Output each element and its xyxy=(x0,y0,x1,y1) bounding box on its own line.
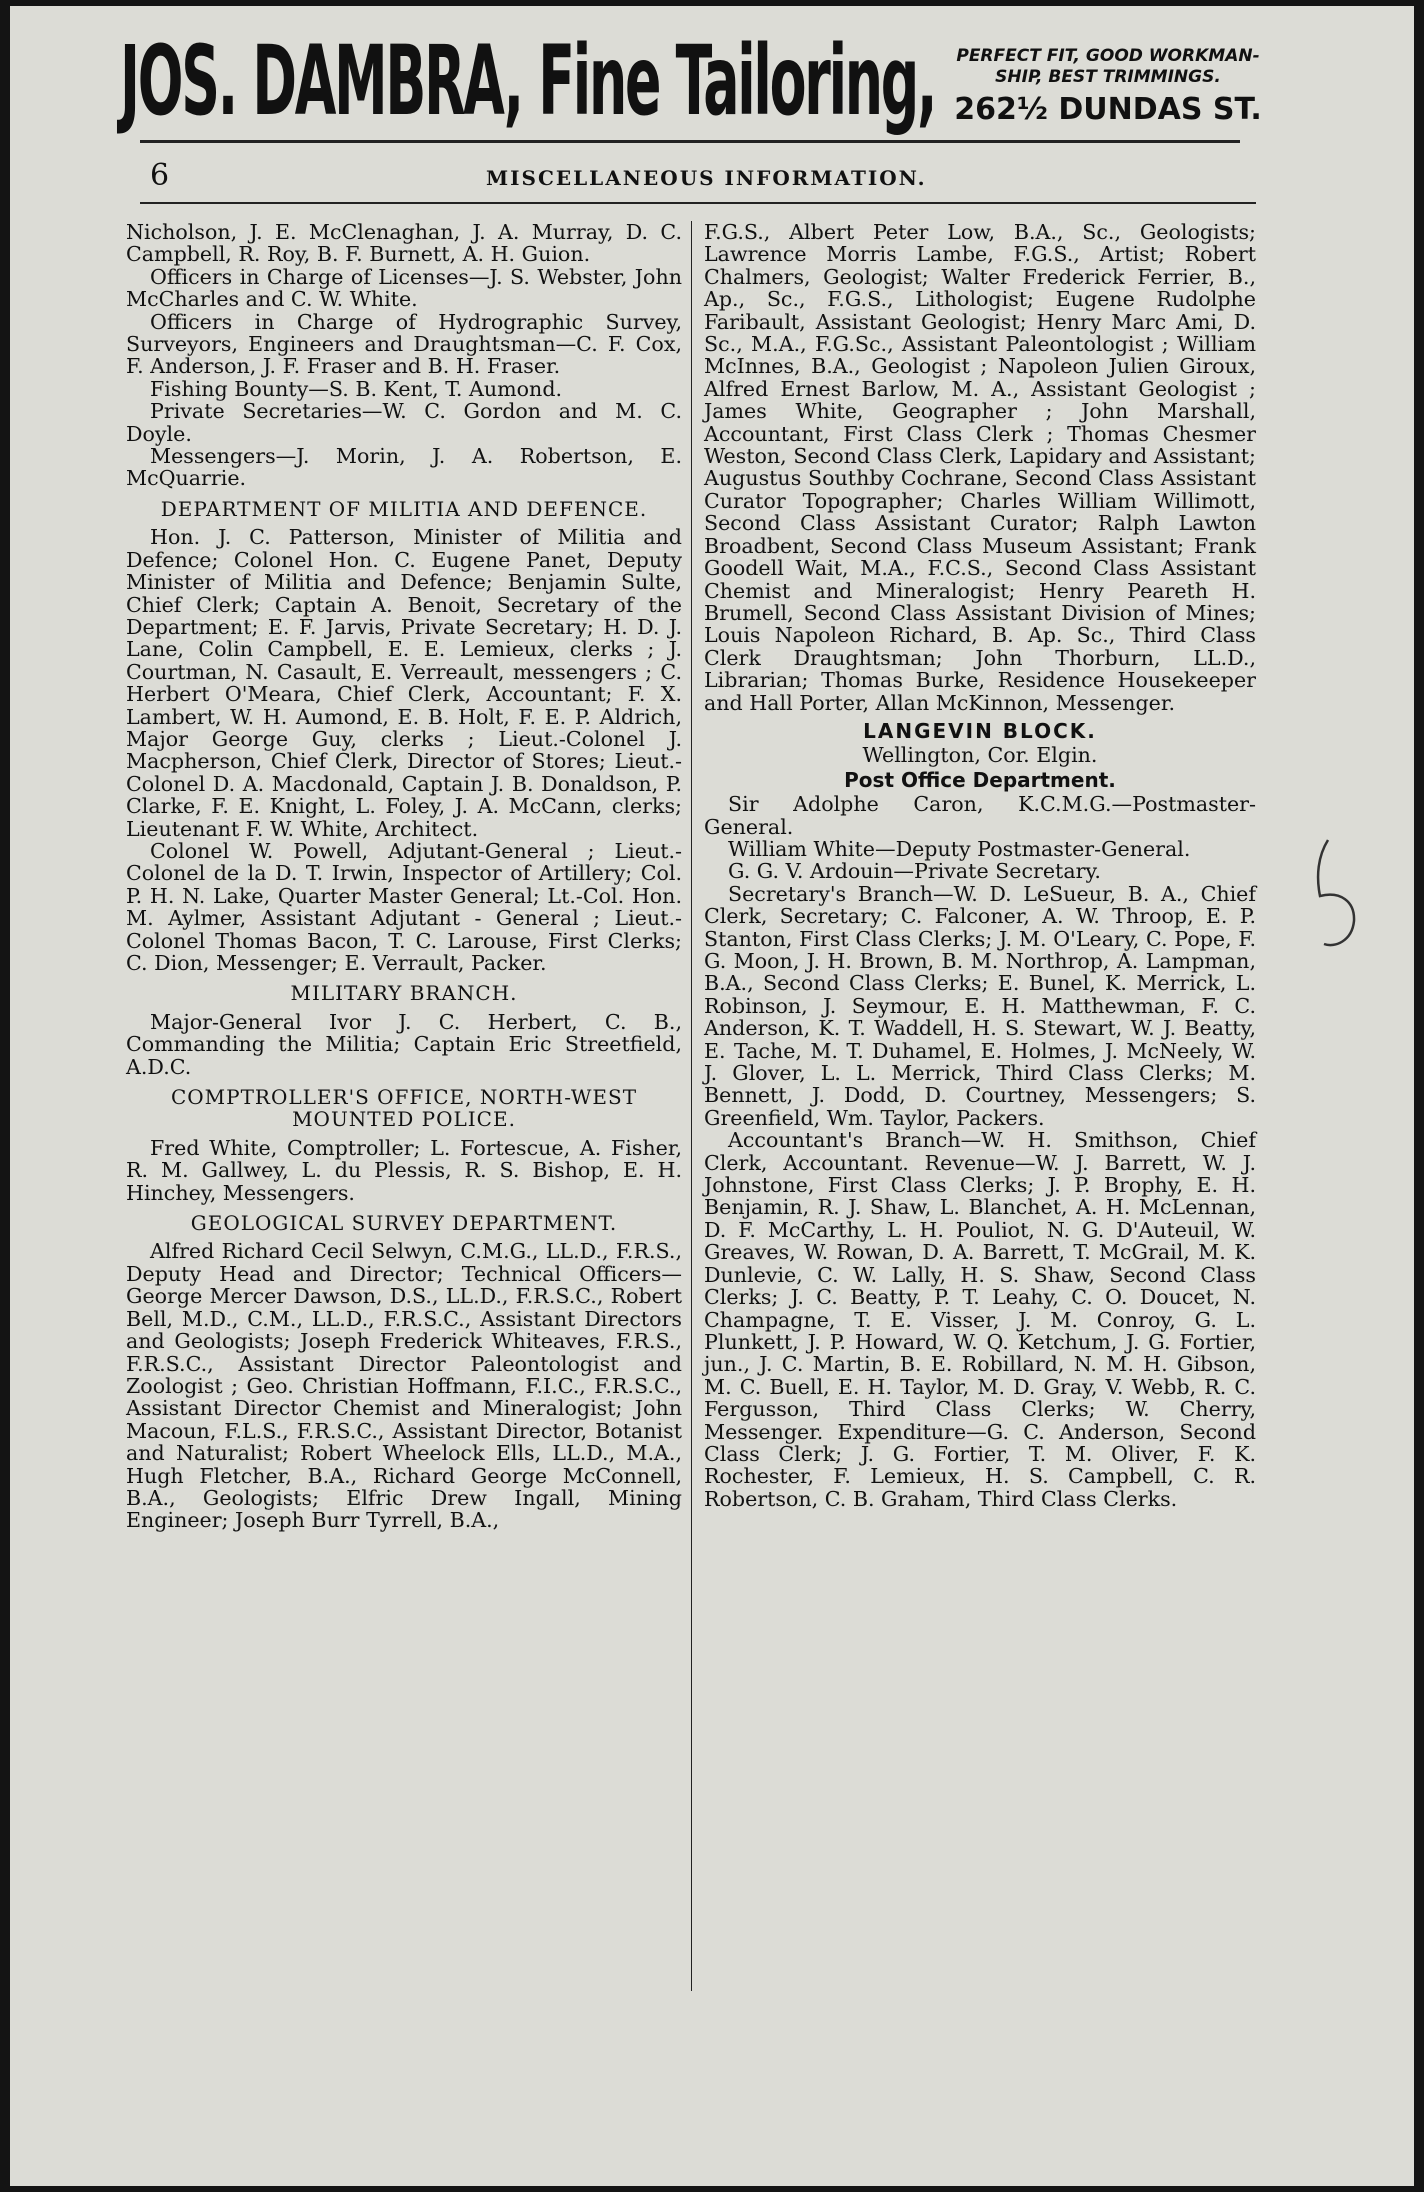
right-column xyxy=(704,221,1256,1510)
running-title: MISCELLANEOUS INFORMATION. xyxy=(486,166,927,190)
advertiser-address: 262½ DUNDAS ST. xyxy=(954,92,1262,127)
advertiser-tagline xyxy=(938,46,1278,88)
directory-entry: Fishing Bounty—S. B. Kent, T. Aumond. xyxy=(150,376,563,401)
directory-page xyxy=(10,6,1414,2186)
header-rule-top xyxy=(140,140,1240,143)
page-number: 6 xyxy=(150,158,170,193)
tailor-advertisement xyxy=(80,22,1260,142)
directory-entry: Accountant's Branch—W. H. Smithson, Chief Clerk, Accountant. Revenue—W. J. Barrett, W. J. Johnstone, First Class Clerks; J. P. Brophy, E. H. Benjamin, R. J. Shaw, L. Blanchet, A. H. McLennan, D. F. McCarthy, L. H. Pouliot, N. G. D'Auteuil, W. Greaves, W. Rowan, D. A. Barrett, T. McGrail, M. K. Dunlevie, C. W. Lally, H. S. Shaw, Second Class Clerks; J. C. Beatty, P. T. Leahy, C. O. Doucet, N. Champagne, T. E. Visser, J. M. Conroy, G. L. Plunkett, J. P. Howard, W. Q. Ketchum, J. G. Fortier, jun., J. C. Martin, B. E. Robillard, N. M. H. Gibson, M. C. Buell, E. H. Taylor, M. D. Gray, V. Webb, R. C. Fergusson, Third Class Clerks; W. Cherry, Messenger. Expenditure—G. C. Anderson, Second Class Clerk; J. G. Fortier, T. M. Oliver, F. K. Rochester, F. Lemieux, H. S. Campbell, C. R. Robertson, C. B. Graham, Third Class Clerks. xyxy=(704,1128,1256,1511)
tagline-line-1: PERFECT FIT, GOOD WORKMAN- xyxy=(956,46,1260,66)
directory-entry: Messengers—J. Morin, J. A. Robertson, E. McQuarrie. xyxy=(126,444,682,491)
column-divider xyxy=(691,221,692,1991)
directory-entry: Secretary's Branch—W. D. LeSueur, B. A., Chief Clerk, Secretary; C. Falconer, A. W. Throop, E. P. Stanton, First Class Clerks; J. M. O'Leary, C. Pope, F. G. Moon, J. H. Brown, B. M. Northrop, A. Lampman, B.A., Second Class Clerks; E. Bunel, K. Merrick, L. Robinson, J. Seymour, E. H. Matthewman, F. C. Anderson, K. T. Waddell, H. S. Stewart, W. J. Beatty, E. Tache, M. T. Duhamel, E. Holmes, J. McNeely, W. J. Glover, L. L. Merrick, Third Class Clerks; M. Bennett, J. Dodd, D. Courtney, Messengers; S. Greenfield, Wm. Taylor, Packers. xyxy=(704,881,1256,1130)
directory-entry: G. G. V. Ardouin—Private Secretary. xyxy=(728,859,1101,884)
section-heading: GEOLOGICAL SURVEY DEPARTMENT. xyxy=(190,1211,618,1236)
department-heading: Post Office Department. xyxy=(844,767,1116,792)
directory-entry: Major-General Ivor J. C. Herbert, C. B., Commanding the Militia; Captain Eric Streetfield, A.D.C. xyxy=(126,1009,682,1079)
directory-entry: Officers in Charge of Licenses—J. S. Webster, John McCharles and C. W. White. xyxy=(126,264,682,312)
section-heading: MILITARY BRANCH. xyxy=(290,981,518,1006)
header-rule-bottom xyxy=(140,202,1256,204)
section-heading: DEPARTMENT OF MILITIA AND DEFENCE. xyxy=(160,496,648,521)
pencil-mark xyxy=(1310,836,1370,966)
directory-entry: Sir Adolphe Caron, K.C.M.G.—Postmaster-General. xyxy=(704,792,1256,839)
tagline-line-2: SHIP, BEST TRIMMINGS. xyxy=(995,67,1221,87)
address-line: Wellington, Cor. Elgin. xyxy=(862,743,1098,768)
directory-entry: Hon. J. C. Patterson, Minister of Militia and Defence; Colonel Hon. C. Eugene Panet, Deputy Minister of Militia and Defence; Benjamin Sulte, Chief Clerk; Captain A. Benoit, Secretary of the Department; E. F. Jarvis, Private Secretary; H. D. J. Lane, Colin Campbell, E. E. Lemieux, clerks ; J. Courtman, N. Casault, E. Verreault, messengers ; C. Herbert O'Meara, Chief Clerk, Accountant; F. X. Lambert, W. H. Aumond, E. B. Holt, F. E. P. Aldrich, Major George Guy, clerks ; Lieut.-Colonel J. Macpherson, Chief Clerk, Director of Stores; Lieut.-Colonel D. A. Macdonald, Captain J. B. Donaldson, P. Clarke, F. E. Knight, L. Foley, J. A. McCann, clerks; Lieutenant F. W. White, Architect. xyxy=(126,525,682,841)
continued-entry: Nicholson, J. E. McClenaghan, J. A. Murray, D. C. Campbell, R. Roy, B. F. Burnett, A. H. Guion. xyxy=(126,220,682,267)
advertiser-name: JOS. DAMBRA, Fine Tailoring, xyxy=(120,25,936,137)
directory-entry: William White—Deputy Postmaster-General. xyxy=(728,836,1191,861)
building-heading: LANGEVIN BLOCK. xyxy=(863,718,1097,743)
directory-entry: Fred White, Comptroller; L. Fortescue, A. Fisher, R. M. Gallwey, L. du Plessis, R. S. Bishop, E. H. Hinchey, Messengers. xyxy=(126,1135,682,1205)
directory-entry: Colonel W. Powell, Adjutant-General ; Lieut.-Colonel de la D. T. Irwin, Inspector of Artillery; Col. P. H. N. Lake, Quarter Master General; Lt.-Col. Hon. M. Aylmer, Assistant Adjutant - General ; Lieut.-Colonel Thomas Bacon, T. C. Larouse, First Clerks; C. Dion, Messenger; E. Verrault, Packer. xyxy=(126,838,682,975)
directory-entry: Alfred Richard Cecil Selwyn, C.M.G., LL.D., F.R.S., Deputy Head and Director; Technical Officers—George Mercer Dawson, D.S., LL.D., F.R.S.C., Robert Bell, M.D., C.M., LL.D., F.R.S.C., Assistant Directors and Geologists; Joseph Frederick Whiteaves, F.R.S., F.R.S.C., Assistant Director Paleontologist and Zoologist ; Geo. Christian Hoffmann, F.I.C., F.R.S.C., Assistant Director Chemist and Mineralogist; John Macoun, F.L.S., F.R.S.C., Assistant Director, Botanist and Naturalist; Robert Wheelock Ells, LL.D., M.A., Hugh Fletcher, B.A., Richard George McConnell, B.A., Geologists; Elfric Drew Ingall, Mining Engineer; Joseph Burr Tyrrell, B.A., xyxy=(126,1239,682,1533)
section-heading: COMPTROLLER'S OFFICE, NORTH-WEST MOUNTED POLICE. xyxy=(170,1085,638,1132)
directory-entry: Private Secretaries—W. C. Gordon and M. C. Doyle. xyxy=(126,399,682,446)
left-column xyxy=(126,221,682,1532)
continued-entry: F.G.S., Albert Peter Low, B.A., Sc., Geologists; Lawrence Morris Lambe, F.G.S., Artist; Robert Chalmers, Geologist; Walter Frederick Ferrier, B., Ap., Sc., F.G.S., Lithologist; Eugene Rudolphe Faribault, Assistant Geologist; Henry Marc Ami, D. Sc., M.A., F.G.Sc., Assistant Paleontologist ; William McInnes, B.A., Geologist ; Napoleon Julien Giroux, Alfred Ernest Barlow, M. A., Assistant Geologist ; James White, Geographer ; John Marshall, Accountant, First Class Clerk ; Thomas Chesmer Weston, Second Class Clerk, Lapidary and Assistant; Augustus Southby Cochrane, Second Class Assistant Curator Topographer; Charles William Willimott, Second Class Assistant Curator; Ralph Lawton Broadbent, Second Class Museum Assistant; Frank Goodell Wait, M.A., F.C.S., Second Class Assistant Chemist and Mineralogist; Henry Peareth H. Brumell, Second Class Assistant Division of Mines; Louis Napoleon Richard, B. Ap. Sc., Third Class Clerk Draughtsman; John Thorburn, LL.D., Librarian; Thomas Burke, Residence Housekeeper and Hall Porter, Allan McKinnon, Messenger. xyxy=(704,220,1256,715)
directory-entry: Officers in Charge of Hydrographic Survey, Surveyors, Engineers and Draughtsman—C. F. Cox, F. Anderson, J. F. Fraser and B. H. Fraser. xyxy=(126,309,682,379)
